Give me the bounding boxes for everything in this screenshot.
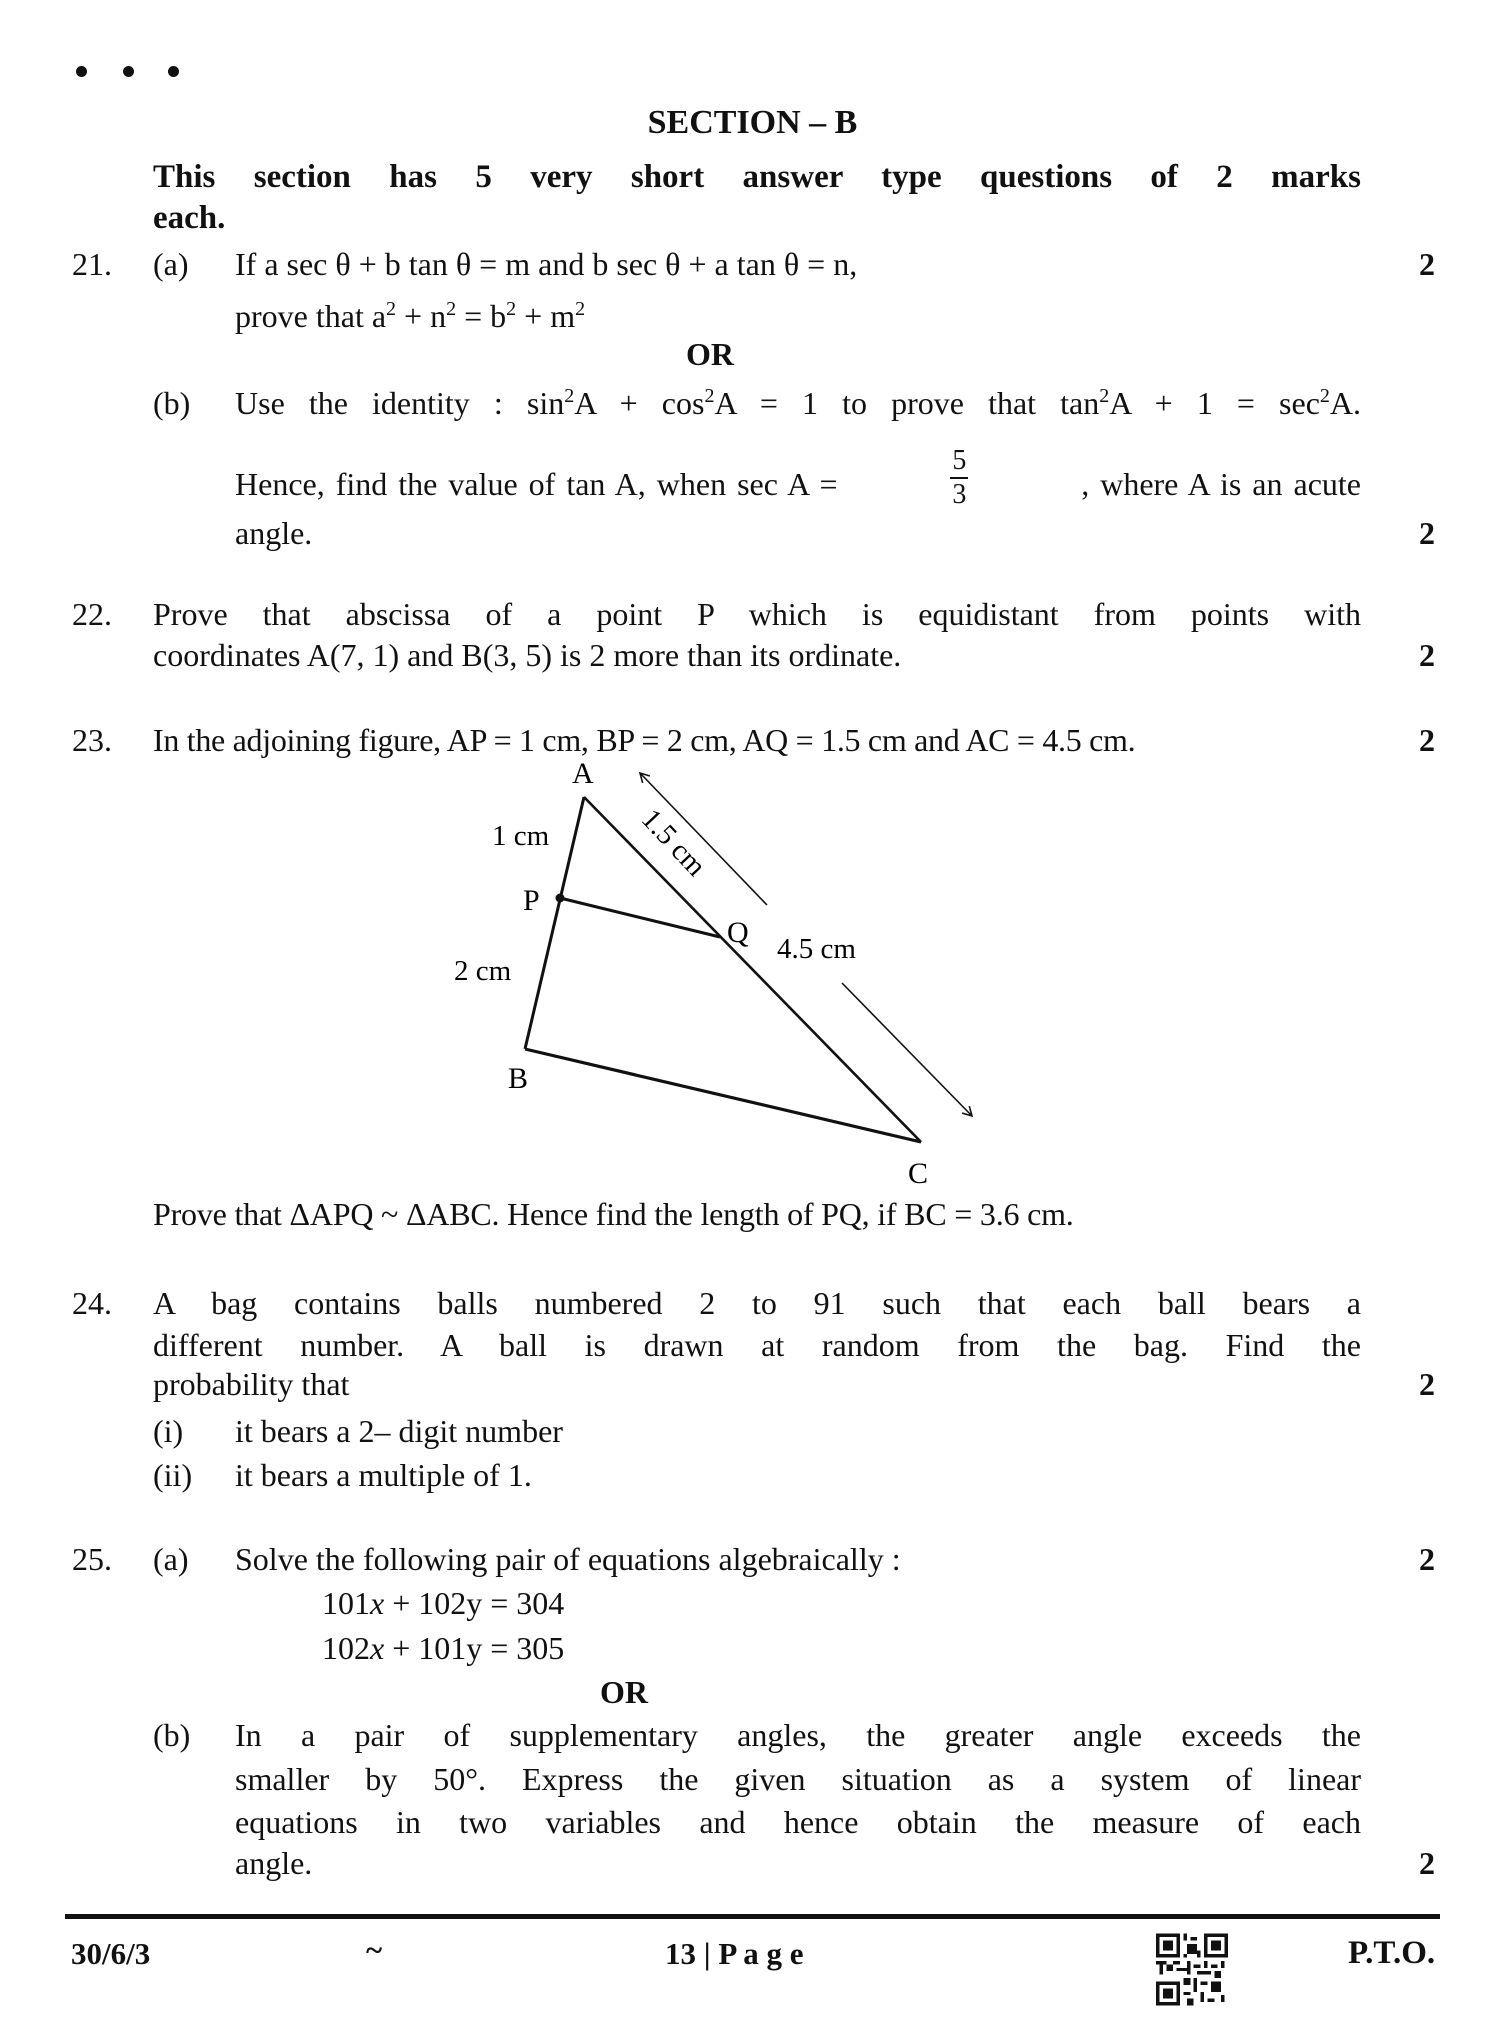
- vertex-label-B: B: [508, 1062, 529, 1095]
- superscript: 2: [1319, 385, 1330, 407]
- q21-b-marks: 2: [1419, 515, 1435, 551]
- q22-line1: Prove that abscissa of a point P which is equidistant from points with: [153, 596, 1361, 632]
- question-number-24: 24.: [72, 1285, 112, 1321]
- question-number-21: 21.: [72, 246, 112, 282]
- text: + n: [396, 298, 447, 334]
- vertex-label-Q: Q: [727, 916, 749, 949]
- text: = b: [456, 298, 507, 334]
- q24-marks: 2: [1419, 1366, 1435, 1402]
- superscript: 2: [564, 385, 575, 407]
- q25-a-marks: 2: [1419, 1541, 1435, 1577]
- text: A.: [1329, 385, 1362, 421]
- q23-marks: 2: [1419, 722, 1435, 758]
- q22-line2: coordinates A(7, 1) and B(3, 5) is 2 more than its ordinate.: [153, 637, 902, 673]
- q25-or: OR: [600, 1674, 648, 1710]
- q23-line1: In the adjoining figure, AP = 1 cm, BP = 2 cm, AQ = 1.5 cm and AC = 4.5 cm.: [153, 722, 1136, 758]
- text: Hence, find the value of tan A, when sec A =: [235, 466, 838, 502]
- footer-tilde: ~: [366, 1932, 383, 1967]
- q25-equation-1: [322, 1587, 564, 1619]
- q21-part-b-label: (b): [153, 385, 191, 421]
- q24-part-i-text: it bears a 2– digit number: [235, 1413, 563, 1449]
- section-instruction: This section has 5 very short answer type questions of 2 marks: [153, 159, 1361, 195]
- superscript: 2: [386, 298, 397, 320]
- q24-part-ii-label: (ii): [153, 1457, 193, 1493]
- q21-a-marks: 2: [1419, 246, 1435, 282]
- superscript: 2: [704, 385, 715, 407]
- q21-part-a-label: (a): [153, 246, 189, 282]
- question-number-25: 25.: [72, 1541, 112, 1577]
- variable-x: x: [370, 1630, 385, 1666]
- footer-pto: P.T.O.: [1348, 1935, 1436, 1971]
- q24-line1: A bag contains balls numbered 2 to 91 such that each ball bears a: [153, 1285, 1361, 1321]
- superscript: 2: [1099, 385, 1110, 407]
- question-number-22: 22.: [72, 596, 112, 632]
- point-P-dot: [556, 894, 565, 903]
- footer-rule: [65, 1914, 1440, 1919]
- q25-equation-2: [322, 1632, 564, 1664]
- measure-label-BP: 2 cm: [454, 955, 512, 987]
- measure-label-AP: 1 cm: [492, 820, 550, 852]
- segment-PQ: [560, 898, 720, 937]
- text: + m: [516, 298, 576, 334]
- q25-part-a-label: (a): [153, 1541, 189, 1577]
- q25-b-line2: smaller by 50°. Express the given situation as a system of linear: [235, 1761, 1361, 1797]
- q22-marks: 2: [1419, 637, 1435, 673]
- vertex-label-P: P: [523, 884, 540, 917]
- qr-code-icon: [1156, 1933, 1228, 2006]
- q25-part-b-label: (b): [153, 1717, 191, 1753]
- measure-label-AQ: 1.5 cm: [634, 802, 713, 883]
- text: + 102y = 304: [384, 1585, 565, 1621]
- section-instruction-cont: each.: [153, 200, 226, 236]
- text: A + 1 = sec: [1109, 385, 1320, 421]
- fraction-numerator: 5: [950, 447, 968, 479]
- q25-b-line4: angle.: [235, 1845, 313, 1881]
- side-BC: [525, 1049, 921, 1142]
- text: , where A is an acute: [1081, 466, 1361, 502]
- text: 101: [322, 1585, 370, 1621]
- q21-or: OR: [686, 336, 734, 372]
- side-AC: [584, 797, 921, 1142]
- text: 102: [322, 1630, 370, 1666]
- q24-part-i-label: (i): [153, 1413, 184, 1449]
- question-number-23: 23.: [72, 722, 112, 758]
- q21-a-line1: If a sec θ + b tan θ = m and b sec θ + a tan θ = n,: [235, 246, 858, 282]
- variable-x: x: [370, 1585, 385, 1621]
- vertex-label-A: A: [572, 757, 594, 790]
- footer-paper-code: 30/6/3: [71, 1936, 151, 1971]
- fraction-denominator: 3: [952, 479, 967, 510]
- superscript: 2: [506, 298, 517, 320]
- superscript: 2: [575, 298, 586, 320]
- text: prove that a: [235, 298, 387, 334]
- section-title: SECTION – B: [647, 104, 858, 141]
- q23-line2: Prove that ΔAPQ ~ ΔABC. Hence find the length of PQ, if BC = 3.6 cm.: [153, 1196, 1074, 1232]
- text: Use the identity : sin: [235, 385, 565, 421]
- q25-b-line1: In a pair of supplementary angles, the greater angle exceeds the: [235, 1717, 1361, 1753]
- superscript: 2: [446, 298, 457, 320]
- measure-label-AC: 4.5 cm: [777, 933, 856, 965]
- q25-a-line1: Solve the following pair of equations algebraically :: [235, 1541, 901, 1577]
- text: A + cos: [574, 385, 705, 421]
- q24-line3: probability that: [153, 1366, 350, 1402]
- q24-part-ii-text: it bears a multiple of 1.: [235, 1457, 532, 1493]
- q25-b-marks: 2: [1419, 1845, 1435, 1881]
- dimension-arrow-down: [842, 983, 972, 1116]
- text: A = 1 to prove that tan: [714, 385, 1100, 421]
- q21-b-line3: angle.: [235, 515, 313, 551]
- q25-b-line3: equations in two variables and hence obtain the measure of each: [235, 1804, 1361, 1840]
- q24-line2: different number. A ball is drawn at random from the bag. Find the: [153, 1327, 1361, 1363]
- vertex-label-C: C: [908, 1157, 929, 1190]
- text: + 101y = 305: [384, 1630, 565, 1666]
- footer-page-number: 13 | P a g e: [665, 1936, 804, 1971]
